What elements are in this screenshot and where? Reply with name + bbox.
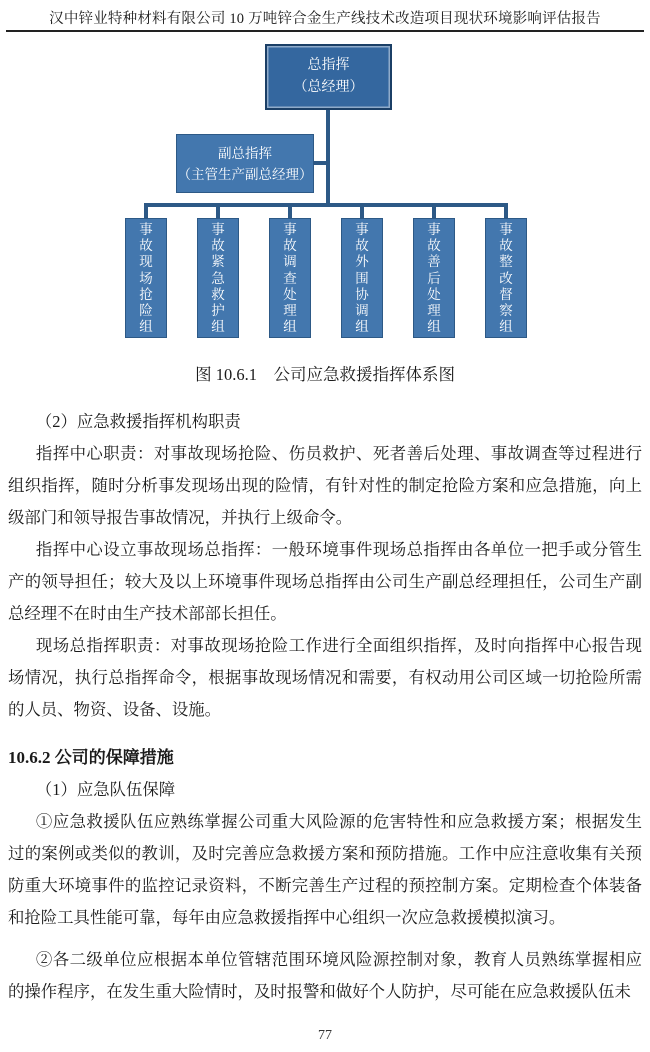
org-node-group-aftermath bbox=[413, 218, 455, 338]
connector-deputy bbox=[314, 161, 330, 165]
org-node-label: 事故调查处理组 bbox=[283, 222, 297, 335]
org-node-subtitle: （主管生产副总经理） bbox=[177, 166, 313, 182]
org-node-label: 事故整改督察组 bbox=[499, 222, 513, 335]
paragraph-duty-title: （2）应急救援指挥机构职责 bbox=[35, 412, 241, 431]
org-node-group-medical bbox=[197, 218, 239, 338]
org-node-group-supervision bbox=[485, 218, 527, 338]
paragraph-team-guarantee-title: （1）应急队伍保障 bbox=[35, 780, 176, 799]
connector-distribution bbox=[144, 203, 508, 207]
paragraph-site-commander: 指挥中心设立事故现场总指挥：一般环境事件现场总指挥由各单位一把手或分管生产的领导担任；较大及以上环境事件现场总指挥由公司生产副总经理担任，公司生产副总经理不在时由生产技术部部长担任。 bbox=[8, 540, 642, 623]
org-node-subtitle: （总经理） bbox=[293, 80, 364, 95]
figure-caption: 图 10.6.1 公司应急救援指挥体系图 bbox=[195, 365, 455, 384]
org-node-label: 事故外围协调组 bbox=[355, 222, 369, 335]
org-node-deputy-commander bbox=[176, 134, 314, 193]
report-header-title: 汉中锌业特种材料有限公司 10 万吨锌合金生产线技术改造项目现状环境影响评估报告 bbox=[6, 0, 644, 32]
section-heading: 10.6.2 公司的保障措施 bbox=[8, 748, 174, 767]
paragraph-site-commander-duty: 现场总指挥职责：对事故现场抢险工作进行全面组织指挥，及时向指挥中心报告现场情况，执行总指挥命令，根据事故现场情况和需要，有权动用公司区域一切抢险所需的人员、物资、设备、设施。 bbox=[8, 636, 642, 719]
org-node-label: 事故善后处理组 bbox=[427, 222, 441, 335]
paragraph-item-2: ②各二级单位应根据本单位管辖范围环境风险源控制对象，教育人员熟练掌握相应的操作程序，在发生重大险情时，及时报警和做好个人防护，尽可能在应急救援队伍未 bbox=[8, 950, 642, 1001]
body-content bbox=[0, 406, 650, 1008]
page-number: 77 bbox=[318, 1028, 332, 1043]
paragraph-command-center-duty: 指挥中心职责：对事故现场抢险、伤员救护、死者善后处理、事故调查等过程进行组织指挥，随时分析事发现场出现的险情，有针对性的制定抢险方案和应急措施，向上级部门和领导报告事故情况，并执行上级命令。 bbox=[8, 444, 642, 527]
org-node-label: 事故紧急救护组 bbox=[211, 222, 225, 335]
org-chart bbox=[0, 43, 650, 339]
org-node-title: 副总指挥 bbox=[218, 145, 272, 161]
org-node-group-coordination bbox=[341, 218, 383, 338]
org-node-label: 事故现场抢险组 bbox=[139, 222, 153, 335]
org-node-chief-commander bbox=[265, 44, 392, 110]
org-node-group-rescue bbox=[125, 218, 167, 338]
paragraph-item-1: ①应急救援队伍应熟练掌握公司重大风险源的危害特性和应急救援方案；根据发生过的案例或类似的教训，及时完善应急救援方案和预防措施。工作中应注意收集有关预防重大环境事件的监控记录资料，不断完善生产过程的预控制方案。定期检查个体装备和抢险工具性能可靠，每年由应急救援指挥中心组织一次应急救援模拟演习。 bbox=[8, 812, 642, 927]
org-node-group-investigation bbox=[269, 218, 311, 338]
connector-trunk bbox=[326, 110, 330, 205]
org-node-title: 总指挥 bbox=[307, 58, 350, 73]
